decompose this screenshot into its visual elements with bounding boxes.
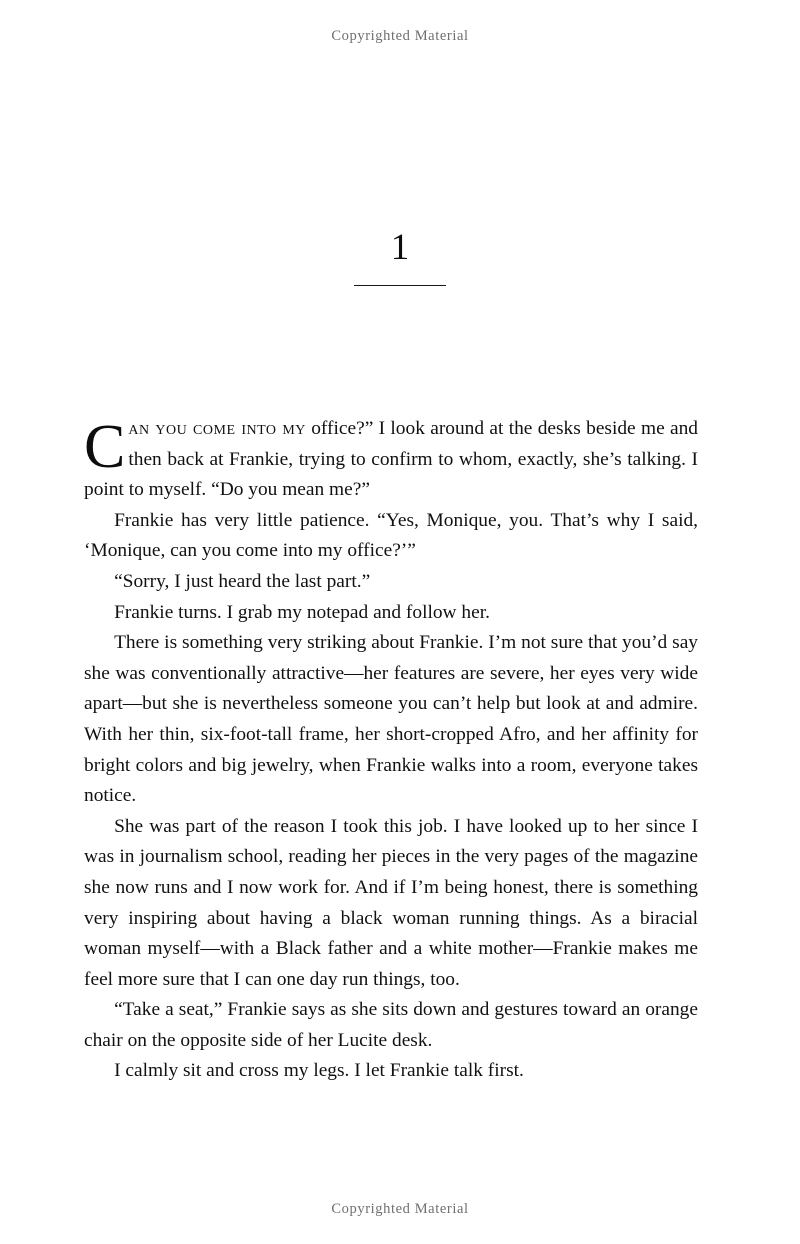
paragraph-opening: [84, 414, 698, 506]
paragraph: Frankie turns. I grab my notepad and follow her.: [114, 601, 490, 623]
watermark-top: Copyrighted Material: [331, 28, 469, 44]
opening-line-rest: office?”: [305, 418, 374, 439]
drop-cap: C: [84, 413, 126, 481]
paragraph: I calmly sit and cross my legs. I let Frankie talk first.: [114, 1060, 524, 1082]
opening-small-caps: an you come into my: [128, 418, 306, 439]
chapter-heading: [0, 225, 800, 286]
chapter-number: 1: [390, 227, 410, 268]
watermark-bottom: Copyrighted Material: [331, 1201, 469, 1217]
paragraph: She was part of the reason I took this job. I have looked up to her since I was in journalism school, reading her pieces in the very pages of the magazine she now runs and I now work for. And if I’m being honest, there is something very inspiring about having a black woman running things. As a biracial woman myself—with a Black father and a white mother—Frankie makes me feel more sure that I can one day run things, too.: [84, 815, 698, 990]
chapter-body: [84, 414, 698, 1087]
chapter-divider: [354, 285, 446, 286]
paragraph: Frankie has very little patience. “Yes, Monique, you. That’s why I said, ‘Monique, can you come into my office?’”: [84, 509, 698, 562]
paragraph: “Sorry, I just heard the last part.”: [114, 570, 371, 592]
paragraph: There is something very striking about Frankie. I’m not sure that you’d say she was conventionally attractive—her features are severe, her eyes very wide apart—but she is nevertheless someone you can’t help but look at and admire. With her thin, six-foot-tall frame, her short-cropped Afro, and her affinity for bright colors and big jewelry, when Frankie walks into a room, everyone takes notice.: [84, 632, 698, 807]
paragraph: “Take a seat,” Frankie says as she sits down and gestures toward an orange chair on the opposite side of her Lucite desk.: [84, 999, 698, 1051]
opening-continuation: I look around at the desks beside me and then back at Frankie, trying to confirm to whom, exactly, she’s talking. I point to myself. “Do you mean me?”: [84, 418, 698, 501]
